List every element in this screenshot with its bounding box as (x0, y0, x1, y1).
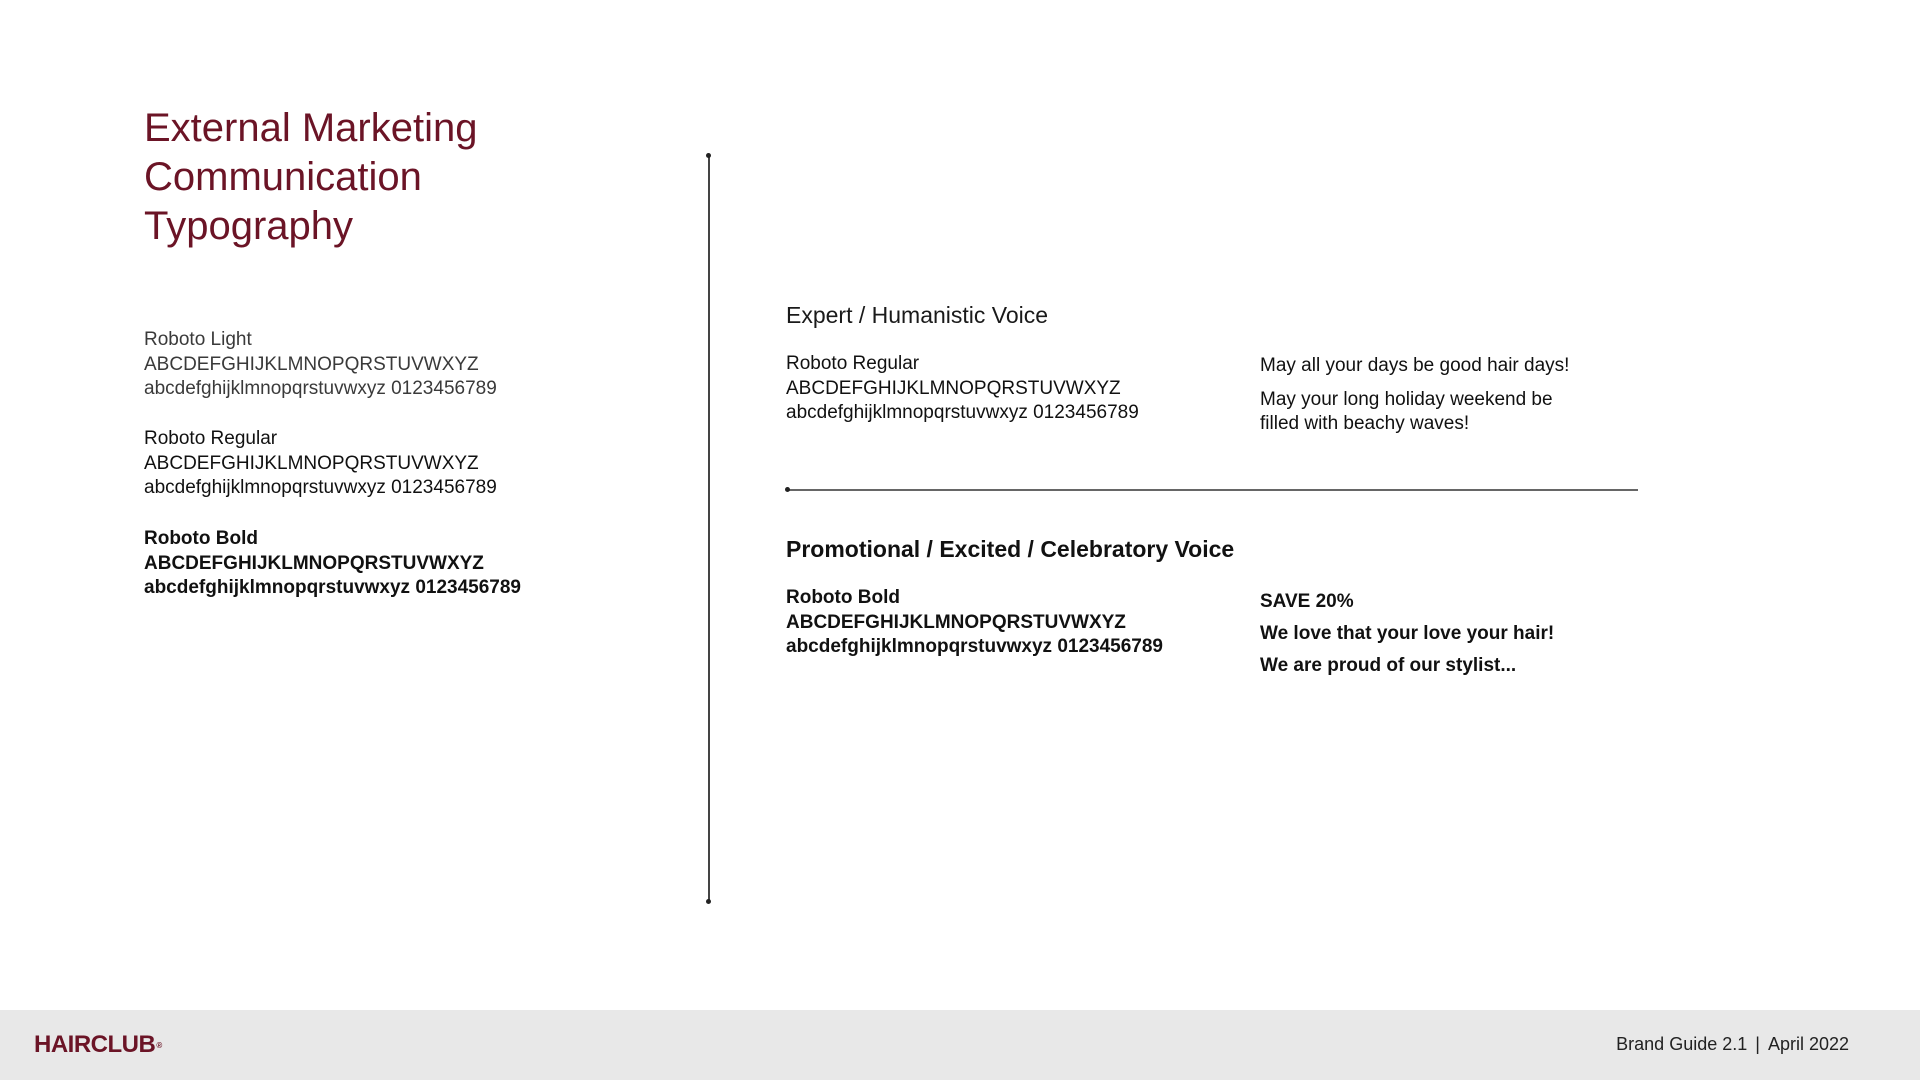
roboto-bold-specimen (144, 527, 521, 601)
specimen-font-name: Roboto Regular (144, 428, 278, 449)
example-copy: May all your days be good hair days! (1260, 355, 1570, 376)
logo-wordmark: HAIRCLUB (34, 1031, 156, 1058)
specimen-uppercase: ABCDEFGHIJKLMNOPQRSTUVWXYZ (786, 611, 1126, 633)
publication-date: April 2022 (1767, 1034, 1849, 1054)
hairclub-logo (34, 1031, 161, 1059)
specimen-font-name: Roboto Bold (786, 587, 900, 608)
specimen-lowercase: abcdefghijklmnopqrstuvwxyz 0123456789 (144, 378, 497, 399)
specimen-uppercase: ABCDEFGHIJKLMNOPQRSTUVWXYZ (144, 452, 479, 474)
footer-meta (1616, 1030, 1849, 1058)
specimen-font-name: Roboto Regular (786, 353, 920, 374)
example-copy: SAVE 20% (1260, 591, 1354, 612)
promotional-voice-specimen (786, 586, 1163, 660)
specimen-lowercase: abcdefghijklmnopqrstuvwxyz 0123456789 (144, 577, 521, 598)
example-copy: We are proud of our stylist... (1260, 655, 1517, 676)
specimen-uppercase: ABCDEFGHIJKLMNOPQRSTUVWXYZ (144, 353, 479, 375)
specimen-lowercase: abcdefghijklmnopqrstuvwxyz 0123456789 (786, 402, 1139, 423)
specimen-font-name: Roboto Light (144, 329, 252, 350)
page-title-line: Typography (144, 204, 354, 248)
page-title-line: External Marketing (144, 106, 478, 150)
registered-mark: ® (156, 1041, 162, 1050)
specimen-font-name: Roboto Bold (144, 528, 258, 549)
page-title (144, 104, 477, 251)
brand-guide-version: Brand Guide 2.1 (1616, 1034, 1748, 1054)
example-copy: May your long holiday weekend be filled with beachy waves! (1260, 388, 1553, 434)
expert-voice-specimen (786, 352, 1139, 426)
specimen-uppercase: ABCDEFGHIJKLMNOPQRSTUVWXYZ (144, 552, 484, 574)
page-title-line: Communication (144, 155, 422, 199)
roboto-regular-specimen (144, 427, 497, 501)
expert-voice-heading: Expert / Humanistic Voice (786, 302, 1049, 328)
specimen-lowercase: abcdefghijklmnopqrstuvwxyz 0123456789 (786, 636, 1163, 657)
specimen-lowercase: abcdefghijklmnopqrstuvwxyz 0123456789 (144, 477, 497, 498)
example-copy: We love that your love your hair! (1260, 623, 1555, 644)
promotional-voice-heading: Promotional / Excited / Celebratory Voice (786, 536, 1235, 562)
specimen-uppercase: ABCDEFGHIJKLMNOPQRSTUVWXYZ (786, 377, 1121, 399)
expert-voice-examples (1260, 354, 1590, 437)
roboto-light-specimen (144, 328, 497, 402)
horizontal-divider (786, 489, 1638, 491)
footer-bar (0, 1010, 1920, 1080)
vertical-divider (708, 155, 710, 902)
footer-separator: | (1755, 1034, 1760, 1054)
promotional-voice-examples (1260, 590, 1554, 678)
